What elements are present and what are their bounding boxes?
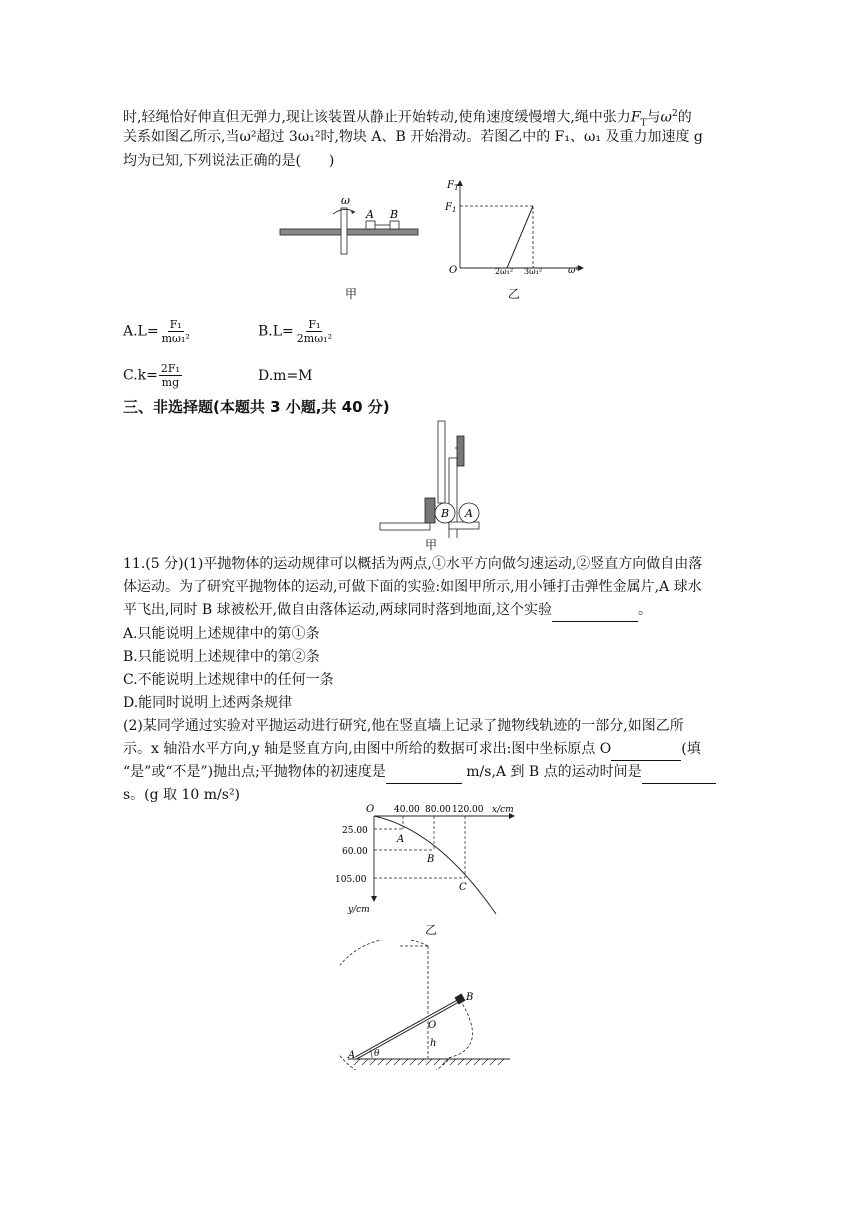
block-a [366, 221, 375, 229]
option-d: D.m=M [258, 368, 313, 384]
label-b: B [390, 208, 399, 221]
base-left [380, 523, 430, 530]
figure-rod [340, 940, 520, 1070]
answer-blank-2[interactable] [611, 738, 681, 761]
platform-bar [280, 229, 418, 235]
answer-blank-4[interactable] [642, 761, 716, 784]
ground-hatch [354, 1059, 504, 1065]
q11-option-a: A.只能说明上述规律中的第①条 [123, 626, 320, 642]
traj-y-label: y/cm [348, 905, 370, 915]
x-axis-label: ω² [568, 266, 579, 276]
rod-label-theta: θ [374, 1049, 380, 1059]
option-c: C.k= $\frac{\text{2F₁}}{mg}$ [123, 362, 180, 389]
option-b: B.L= $\frac{\text{F₁}}{\text{2mω₁²}}$ [258, 318, 332, 345]
tick-3w1: 3ω₁² [524, 267, 543, 276]
rod-circle-arc [340, 940, 450, 1070]
ball-a-label: A [465, 507, 473, 520]
q11-line-2: 体运动。为了研究平抛物体的运动,可做下面的实验:如图甲所示,用小锤打击弹性金属片,A 球水 [123, 579, 702, 595]
intro-line-1: 时,轻绳恰好伸直但无弹力,现让该装置从静止开始转动,使角速度缓慢增大,绳中张力$F_T$与$\omega^2$的 [123, 109, 692, 129]
q11-option-c: C.不能说明上述规律中的任何一条 [123, 672, 334, 688]
q11-p2-line-3: “是”或“不是”)抛出点;平抛物体的初速度是 m/s,A 到 B 点的运动时间是 [123, 761, 743, 784]
rod-label-o: O [428, 1020, 437, 1031]
intro-line-2: 关系如图乙所示,当ω²超过 3ω₁²时,物块 A、B 开始滑动。若图乙中的 F₁、ω₁ 及重力加速度 g [123, 129, 703, 145]
x-tick-40: 40.00 [394, 805, 420, 815]
y-tick-25: 25.00 [342, 826, 368, 836]
trajectory-curve [374, 816, 496, 914]
f1-label: $F_1$ [445, 202, 457, 214]
figure-trajectory [318, 800, 518, 916]
figure-tension-graph [445, 176, 590, 281]
point-a-label: A [397, 834, 405, 845]
q11-line-3: 平飞出,同时 B 球被松开,做自由落体运动,两球同时落到地面,这个实验 。 [123, 599, 743, 622]
q11-p2-line-4: s。(g 取 10 m/s²) [123, 787, 241, 803]
q11-option-d: D.能同时说明上述两条规律 [123, 695, 293, 711]
base-right [449, 522, 479, 529]
figure-apparatus [375, 418, 490, 538]
answer-blank-3[interactable] [386, 761, 462, 784]
point-c-label: C [459, 882, 467, 893]
figure-apparatus-caption: 甲 [425, 538, 438, 552]
x-tick-80: 80.00 [425, 805, 451, 815]
intro-line-3: 均为已知,下列说法正确的是( ) [123, 153, 335, 169]
y-tick-60: 60.00 [342, 847, 368, 857]
q11-option-b: B.只能说明上述规律中的第②条 [123, 649, 320, 665]
x-tick-120: 120.00 [452, 805, 484, 815]
point-b-label: B [427, 854, 435, 865]
ball-b-label: B [441, 507, 450, 520]
q11-p2-line-2: 示。x 轴沿水平方向,y 轴是竖直方向,由图中所给的数据可求出:图中坐标原点 O (填 [123, 738, 743, 761]
block-b [390, 221, 399, 229]
q11-line-1: 11.(5 分)(1)平抛物体的运动规律可以概括为两点,①水平方向做匀速运动,②竖直方向做自由落 [123, 556, 703, 572]
figure-platform [275, 190, 425, 270]
traj-origin: O [366, 804, 375, 815]
omega-label: ω [341, 194, 350, 207]
upright-left [438, 421, 445, 503]
rod-label-b: B [466, 992, 474, 1003]
clamp-left [425, 498, 435, 523]
y-axis-label: $F_T$ [447, 180, 459, 192]
tension-line [507, 206, 533, 268]
hammer-head [457, 436, 464, 466]
option-a: A.L= $\frac{\text{F₁}}{\text{mω₁²}}$ [123, 318, 190, 345]
section-title: 三、非选择题(本题共 3 小题,共 40 分) [123, 398, 390, 416]
tick-2w1: 2ω₁² [495, 267, 514, 276]
rod-label-h: h [430, 1038, 437, 1049]
answer-blank-1[interactable] [552, 599, 638, 622]
label-a: A [366, 208, 374, 221]
origin-label: O [449, 265, 458, 276]
figure-trajectory-caption: 乙 [425, 923, 438, 937]
traj-x-label: x/cm [492, 805, 514, 815]
q11-p2-line-1: (2)某同学通过实验对平抛运动进行研究,他在竖直墙上记录了抛物线轨迹的一部分,如图乙所 [123, 718, 684, 734]
rotation-axis [341, 208, 347, 254]
y-tick-105: 105.00 [335, 875, 367, 885]
figure-platform-caption: 甲 [345, 287, 358, 301]
rod-label-a: A [348, 1050, 356, 1061]
figure-tension-graph-caption: 乙 [508, 287, 521, 301]
rod-small-arc [448, 1000, 473, 1058]
